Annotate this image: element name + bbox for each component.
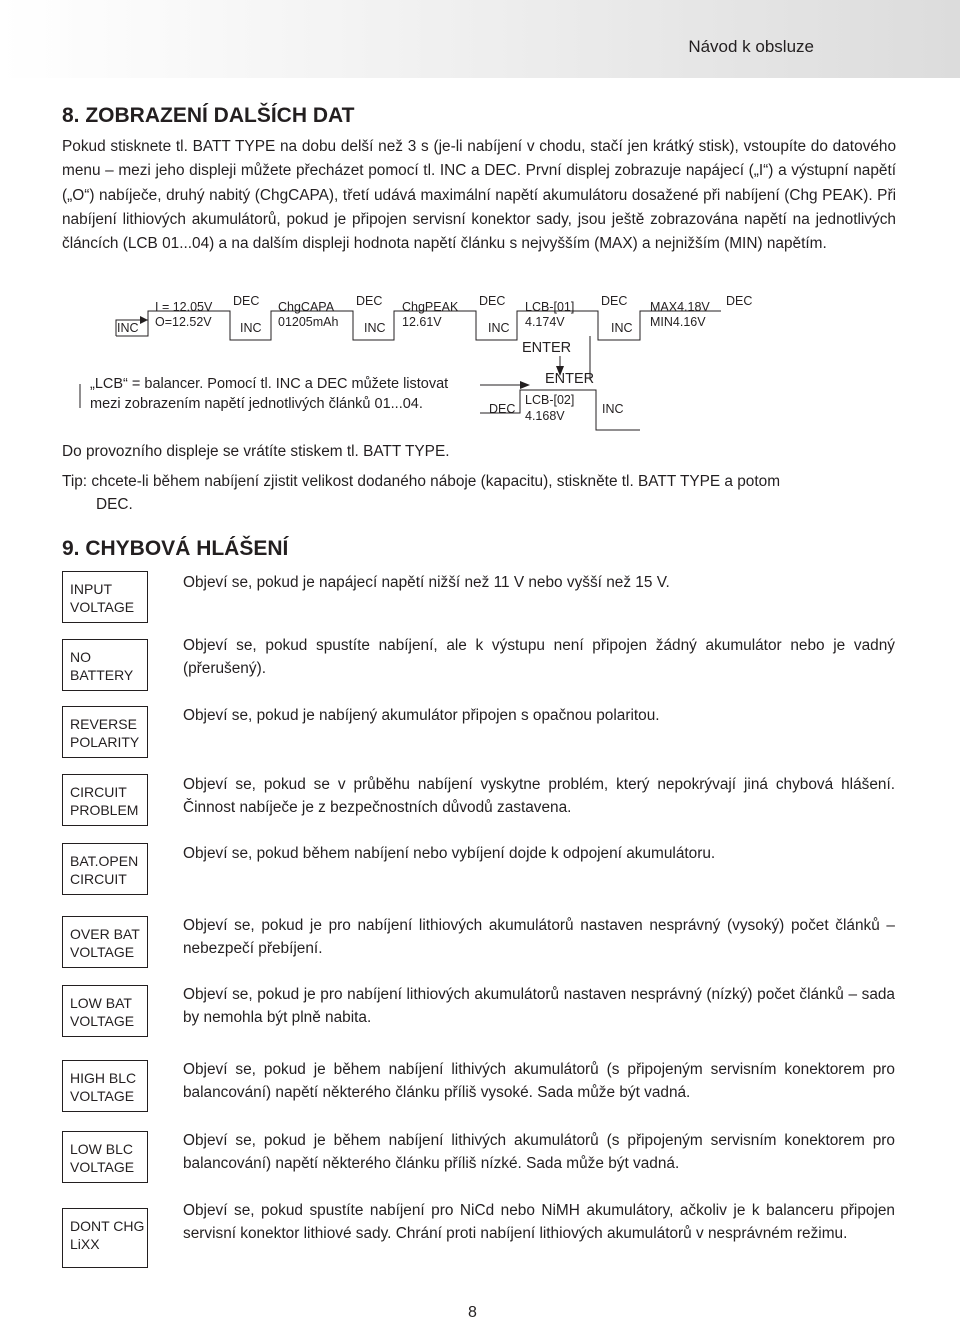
error-box-over-bat-voltage <box>62 916 148 968</box>
screen-3-line-2: 12.61V <box>402 315 442 329</box>
inc-label: INC <box>602 402 624 416</box>
error-box-high-blc-voltage <box>62 1060 148 1112</box>
dec-label: DEC <box>489 402 516 416</box>
page-number: 8 <box>468 1304 477 1321</box>
error-box-reverse-polarity <box>62 706 148 758</box>
error-label-line-2: CIRCUIT <box>70 871 127 887</box>
error-label-line-1: LOW BAT <box>70 995 132 1011</box>
error-label-line-1: CIRCUIT <box>70 784 127 800</box>
error-desc-input-voltage: Objeví se, pokud je napájecí napětí nižší než 11 V nebo vyšší než 15 V. <box>183 574 670 591</box>
error-desc-bat-open-circuit: Objeví se, pokud během nabíjení nebo vybíjení dojde k odpojení akumulátoru. <box>183 845 716 862</box>
screen-2-line-1: ChgCAPA <box>278 300 335 314</box>
screen-5-line-2: MIN4.16V <box>650 315 706 329</box>
enter-label: ENTER <box>545 371 595 387</box>
error-box-bat-open-circuit <box>62 843 148 895</box>
screen-1-line-1: I = 12.05V <box>155 300 213 314</box>
screen-6-line-2: 4.168V <box>525 409 565 423</box>
error-label-line-1: INPUT <box>70 581 112 597</box>
error-desc-dont-chg-lixx: Objeví se, pokud spustíte nabíjení pro NiCd nebo NiMH akumulátory, ačkoliv je k balanceru připojen servisní konektor lithiové sady. Chrání proti nabíjení lithiových akumulátorů v nesprávném režimu. <box>183 1202 895 1242</box>
section-8-paragraph: Pokud stisknete tl. BATT TYPE na dobu delší než 3 s (je-li nabíjení v chodu, stačí jen krátký stisk), vstoupíte do datového menu – mezi jeho displeji můžete přecházet pomocí tl. INC a DEC. První displej zobrazuje napájecí („I“) a výstupní napětí („O“) nabíječe, druhý nabitý (ChgCAPA), třetí udává maximální napětí akumulátoru dosažené při nabíjení (Chg PEAK). Při nabíjení lithiových akumulátorů, pokud je připojen servisní konektor sady, jsou ještě zobrazována napětí na jednotlivých článcích (LCB 01...04) a na dalším displeji hodnota napětí článku s nejvyšším (MAX) a nejnižším (MIN) napětím. <box>62 138 896 253</box>
dec-label: DEC <box>726 294 753 308</box>
error-label-line-2: LiXX <box>70 1236 100 1252</box>
error-desc-high-blc-voltage: Objeví se, pokud je během nabíjení lithivých akumulátorů (s připojeným servisním konektorem pro balancování) napětí některého článku příliš vysoké. Sada může být vadná. <box>183 1061 895 1101</box>
inc-label: INC <box>117 321 139 335</box>
error-label-line-2: VOLTAGE <box>70 944 135 960</box>
error-label-line-1: LOW BLC <box>70 1141 134 1157</box>
diagram-note-line-1: „LCB“ = balancer. Pomocí tl. INC a DEC můžete listovat <box>90 376 449 392</box>
error-box-low-blc-voltage <box>62 1131 148 1183</box>
error-box-dont-chg-lixx <box>62 1208 148 1268</box>
diagram-note-line-2: mezi zobrazením napětí jednotlivých článků 01...04. <box>90 396 423 412</box>
error-box-circuit-problem <box>62 774 148 826</box>
tip-text-cont: DEC. <box>96 496 133 513</box>
error-label-line-2: PROBLEM <box>70 802 139 818</box>
error-label-line-1: DONT CHG <box>70 1218 145 1234</box>
error-desc-reverse-polarity: Objeví se, pokud je nabíjený akumulátor připojen s opačnou polaritou. <box>183 707 660 724</box>
return-text: Do provozního displeje se vrátíte stiskem tl. BATT TYPE. <box>62 443 450 460</box>
inc-label: INC <box>364 321 386 335</box>
enter-label: ENTER <box>522 340 572 356</box>
section-9-heading: 9. CHYBOVÁ HLÁŠENÍ <box>62 537 289 560</box>
dec-label: DEC <box>601 294 628 308</box>
error-label-line-2: BATTERY <box>70 667 134 683</box>
error-box-no-battery <box>62 639 148 691</box>
screen-3-line-1: ChgPEAK <box>402 300 459 314</box>
dec-label: DEC <box>233 294 260 308</box>
inc-label: INC <box>488 321 510 335</box>
error-label-line-2: VOLTAGE <box>70 1159 135 1175</box>
tip-text-main: Tip: chcete-li během nabíjení zjistit velikost dodaného náboje (kapacitu), stiskněte tl. BATT TYPE a potom <box>62 473 781 490</box>
error-desc-over-bat-voltage: Objeví se, pokud je pro nabíjení lithiových akumulátorů nastaven nesprávný (vysoký) počet článků – nebezpečí přebíjení. <box>183 917 895 957</box>
screen-6-line-1: LCB-[02] <box>525 393 575 407</box>
error-desc-low-blc-voltage: Objeví se, pokud je během nabíjení lithivých akumulátorů (s připojeným servisním konektorem pro balancování) napětí některého článku příliš nízké. Sada může být vadná. <box>183 1132 895 1172</box>
inc-label: INC <box>611 321 633 335</box>
screen-2-line-2: 01205mAh <box>278 315 339 329</box>
error-label-line-2: POLARITY <box>70 734 140 750</box>
error-label-line-2: VOLTAGE <box>70 599 135 615</box>
inc-label: INC <box>240 321 262 335</box>
dec-label: DEC <box>356 294 383 308</box>
error-label-line-1: NO <box>70 649 91 665</box>
error-label-line-1: OVER BAT <box>70 926 140 942</box>
section-8-heading: 8. ZOBRAZENÍ DALŠÍCH DAT <box>62 104 355 127</box>
tip-text <box>62 470 912 516</box>
error-label-line-2: VOLTAGE <box>70 1013 135 1029</box>
screen-1-line-2: O=12.52V <box>155 315 212 329</box>
error-box-input-voltage <box>62 571 148 623</box>
error-desc-low-bat-voltage: Objeví se, pokud je pro nabíjení lithiových akumulátorů nastaven nesprávný (nízký) počet článků – sada by nemohla být plně nabita. <box>183 986 895 1026</box>
screen-5-line-1: MAX4.18V <box>650 300 710 314</box>
error-box-low-bat-voltage <box>62 985 148 1037</box>
error-label-line-1: BAT.OPEN <box>70 853 139 869</box>
error-label-line-2: VOLTAGE <box>70 1088 135 1104</box>
error-desc-circuit-problem: Objeví se, pokud se v průběhu nabíjení vyskytne problém, který nepokrývají jiná chybová hlášení. Činnost nabíječe je z bezpečnostních důvodů zastavena. <box>183 776 895 816</box>
dec-label: DEC <box>479 294 506 308</box>
error-label-line-1: HIGH BLC <box>70 1070 137 1086</box>
header-title: Návod k obsluze <box>688 37 814 56</box>
error-desc-no-battery: Objeví se, pokud spustíte nabíjení, ale k výstupu není připojen žádný akumulátor nebo je vadný (přerušený). <box>183 637 895 677</box>
data-menu-diagram <box>0 0 960 470</box>
screen-4-line-1: LCB-[01] <box>525 300 575 314</box>
error-label-line-1: REVERSE <box>70 716 137 732</box>
screen-4-line-2: 4.174V <box>525 315 565 329</box>
